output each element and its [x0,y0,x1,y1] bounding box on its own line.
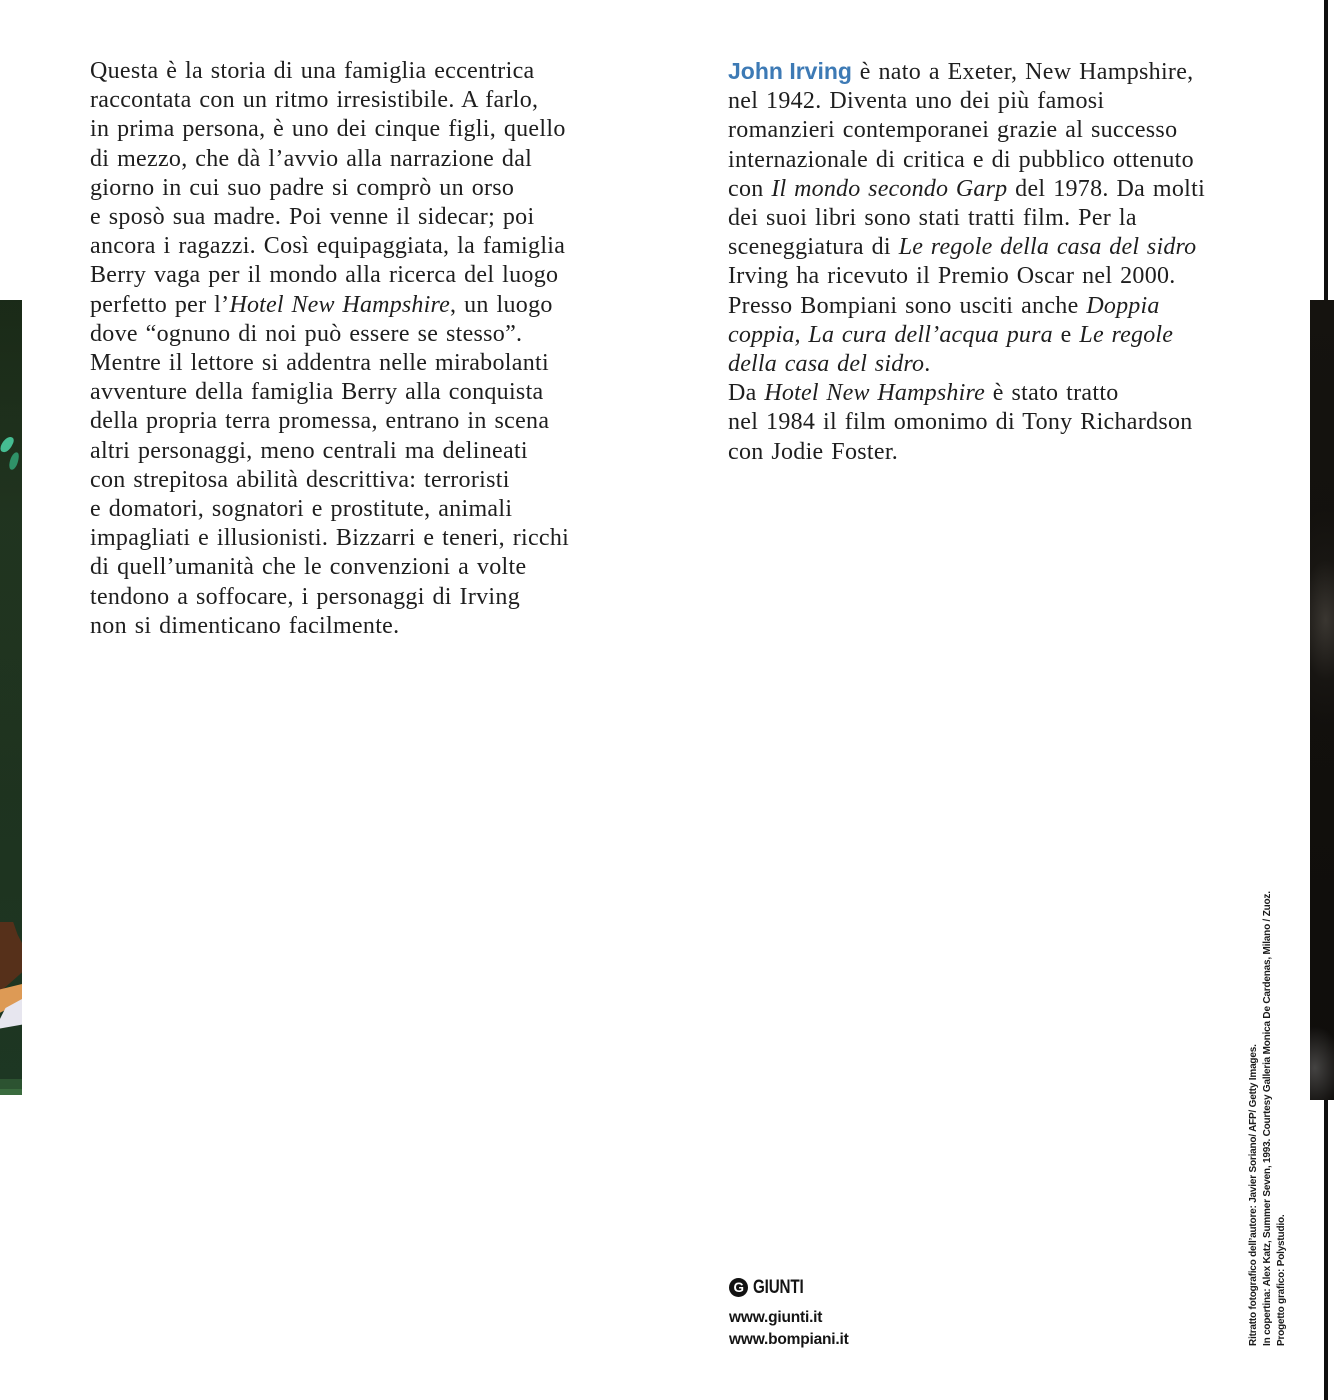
publisher-block [729,1277,849,1351]
text-line: della propria terra promessa, entrano in scena [90,408,550,435]
text-line: nel 1942. Diventa uno dei più famosi [728,88,1105,115]
text-line: sceneggiatura di Le regole della casa del sidro [728,234,1197,261]
author-bio-text [728,57,1238,467]
text-line: Ritratto fotografico dell’autore: Javier Soriano/ AFP/ Getty Images. [1248,1044,1259,1346]
photo-credits-vertical [1247,860,1291,1346]
text-line: Irving ha ricevuto il Premio Oscar nel 2000. [728,263,1176,290]
text-line: Questa è la storia di una famiglia eccentrica [90,58,535,84]
text-line: giorno in cui suo padre si comprò un orso [90,174,515,201]
text-line: di mezzo, che dà l’avvio alla narrazione dal [90,145,533,172]
text-line: impagliati e illusionisti. Bizzarri e teneri, ricchi [90,525,570,552]
text-line: della casa del sidro. [728,351,931,378]
text-line: In copertina: Alex Katz, Summer Seven, 1993. Courtesy Galleria Monica De Cardenas, Milano / Zuoz. [1262,891,1273,1346]
text-line: di quell’umanità che le convenzioni a volte [90,554,527,581]
text-line: romanzieri contemporanei grazie al successo [728,117,1178,144]
text-line: altri personaggi, meno centrali ma delineati [90,437,528,464]
text-line: Presso Bompiani sono usciti anche Doppia [728,292,1160,319]
text-line: dove “ognuno di noi può essere se stesso”. [90,320,523,347]
text-line: con Il mondo secondo Garp del 1978. Da molti [728,175,1206,202]
cover-edge-left-image [0,300,22,1095]
text-line: con strepitosa abilità descrittiva: terroristi [90,466,510,493]
synopsis-text [90,57,665,641]
text-line: perfetto per l’Hotel New Hampshire, un luogo [90,291,553,318]
text-line: avventure della famiglia Berry alla conquista [90,379,544,406]
text-line: Progetto grafico: Polystudio. [1276,1214,1287,1346]
publisher-name: GIUNTI [753,1276,804,1298]
text-line: in prima persona, è uno dei cinque figli, quello [90,116,566,143]
text-line: coppia, La cura dell’acqua pura e Le regole [728,321,1174,348]
publisher-urls [729,1307,849,1351]
text-line: nel 1984 il film omonimo di Tony Richardson [728,409,1193,436]
publisher-logo [729,1277,849,1297]
text-line: www.bompiani.it [729,1331,849,1348]
leaf-shape [8,451,20,470]
giunti-logo-icon [729,1278,748,1297]
leaf-shape [0,435,15,455]
giunti-g-glyph: G [733,1279,744,1295]
text-line: Berry vaga per il mondo alla ricerca del luogo [90,262,559,289]
author-name: John Irving [728,58,852,84]
text-line: internazionale di critica e di pubblico ottenuto [728,146,1194,173]
text-line: e sposò sua madre. Poi venne il sidecar; poi [90,204,535,231]
text-line: www.giunti.it [729,1309,823,1326]
cover-edge-right-image [1310,300,1334,1100]
text-line: ancora i ragazzi. Così equipaggiata, la famiglia [90,233,566,260]
text-line: e domatori, sognatori e prostitute, animali [90,496,513,523]
text-line: Da Hotel New Hampshire è stato tratto [728,380,1119,407]
text-line: John Irving è nato a Exeter, New Hampshire, [728,58,1194,85]
text-line: raccontata con un ritmo irresistibile. A farlo, [90,87,539,114]
text-line: con Jodie Foster. [728,438,899,465]
text-line: non si dimenticano facilmente. [90,612,400,639]
text-line: tendono a soffocare, i personaggi di Irving [90,583,521,610]
text-line: dei suoi libri sono stati tratti film. Per la [728,205,1137,232]
text-line: Mentre il lettore si addentra nelle mirabolanti [90,350,549,377]
bear-fur-shape [0,922,22,992]
grass-highlight-shape [0,1089,22,1095]
